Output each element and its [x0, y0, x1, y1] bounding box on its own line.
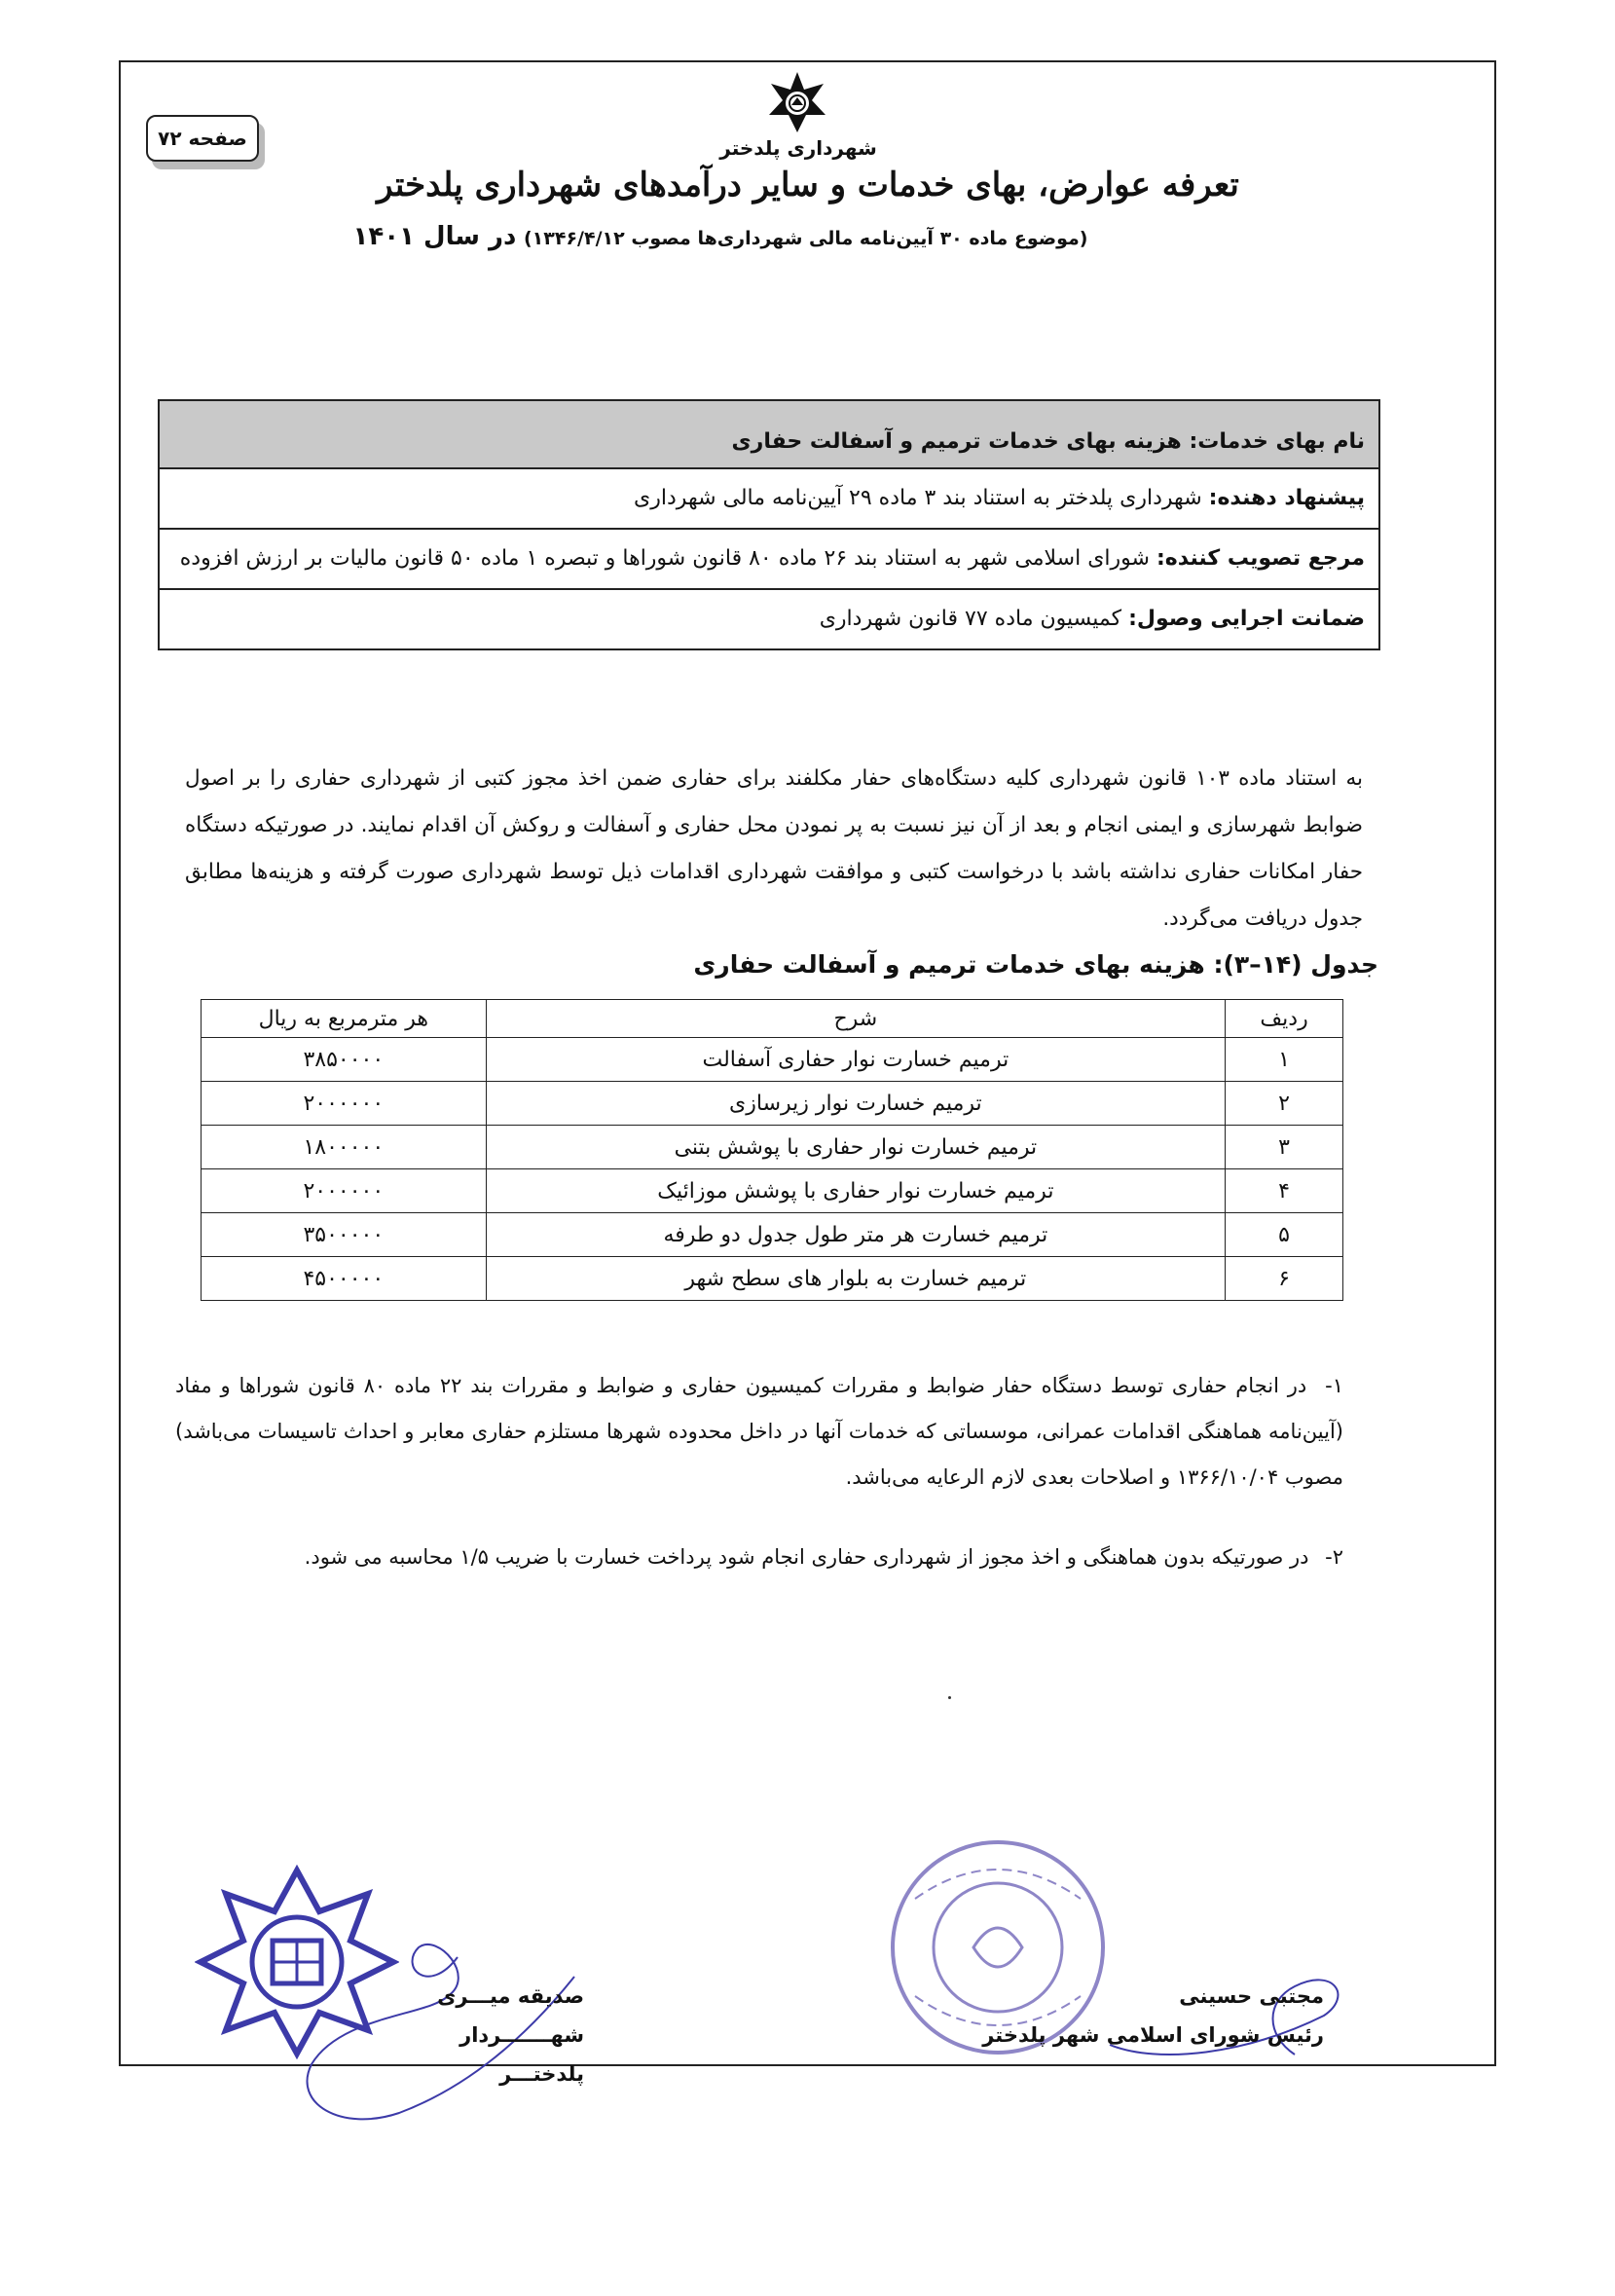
service-name-label: نام بهای خدمات:: [1189, 429, 1365, 454]
row-number: ۵: [1226, 1213, 1343, 1257]
table-row: [202, 1126, 1343, 1169]
service-name-value: هزینه بهای خدمات ترمیم و آسفالت حفاری: [731, 429, 1182, 454]
row-price: ۳۸۵۰۰۰۰: [202, 1038, 487, 1082]
council-signature-block: [973, 1977, 1324, 2055]
row-price: ۴۵۰۰۰۰۰: [202, 1257, 487, 1301]
municipality-emblem-icon: [765, 70, 829, 134]
row-description: ترمیم خسارت به بلوار های سطح شهر: [486, 1257, 1226, 1301]
mayor-signature-block: [370, 1977, 584, 2093]
row-description: ترمیم خسارت نوار زیرسازی: [486, 1082, 1226, 1126]
council-signer-name: مجتبی حسینی: [1179, 1984, 1324, 2008]
service-name-row: [160, 401, 1378, 467]
note-text: در صورتیکه بدون هماهنگی و اخذ مجوز از شهرداری حفاری انجام شود پرداخت خسارت با ضریب ۱/۵ محاسبه می شود.: [304, 1545, 1309, 1569]
stray-dot: [948, 1696, 951, 1699]
approver-row: [160, 528, 1378, 588]
row-price: ۲۰۰۰۰۰۰: [202, 1082, 487, 1126]
proposer-row: [160, 467, 1378, 528]
note-number: ۱-: [1325, 1374, 1343, 1397]
table-row: [202, 1213, 1343, 1257]
row-number: ۱: [1226, 1038, 1343, 1082]
row-number: ۳: [1226, 1126, 1343, 1169]
header-row-number: ردیف: [1226, 1000, 1343, 1038]
row-description: ترمیم خسارت هر متر طول جدول دو طرفه: [486, 1213, 1226, 1257]
proposer-label: پیشنهاد دهنده:: [1208, 486, 1365, 510]
note-2: [175, 1535, 1343, 1580]
document-title: تعرفه عوارض، بهای خدمات و سایر درآمدهای شهرداری پلدختر: [377, 166, 1239, 204]
subtitle-reference: (موضوع ماده ۳۰ آیین‌نامه مالی شهرداری‌ها مصوب ۱۳۴۶/۴/۱۲): [523, 228, 1088, 249]
row-price: ۳۵۰۰۰۰۰: [202, 1213, 487, 1257]
row-description: ترمیم خسارت نوار حفاری با پوشش موزائیک: [486, 1169, 1226, 1213]
approver-label: مرجع تصویب کننده:: [1156, 546, 1365, 571]
tariff-table: [201, 999, 1343, 1301]
note-text: در انجام حفاری توسط دستگاه حفار ضوابط و مقررات کمیسیون حفاری و ضوابط و مقررات بند ۲۲ ماده ۸۰ قانون شوراها و مفاد (آیین‌نامه هماهنگی اقدامات عمرانی، موسساتی که خدمات آنها در داخل محدوده شهرها مستلزم حفاری معابر و احداث تاسیسات می‌باشد) مصوب ۱۳۶۶/۱۰/۰۴ و اصلاحات بعدی لازم الرعایه می‌باشد.: [175, 1374, 1343, 1489]
note-number: ۲-: [1325, 1545, 1343, 1569]
guarantee-value: کمیسیون ماده ۷۷ قانون شهرداری: [819, 607, 1122, 631]
row-price: ۱۸۰۰۰۰۰: [202, 1126, 487, 1169]
header-price: هر مترمربع به ریال: [202, 1000, 487, 1038]
proposer-value: شهرداری پلدختر به استناد بند ۳ ماده ۲۹ آیین‌نامه مالی شهرداری: [634, 486, 1202, 510]
note-1: [175, 1363, 1343, 1500]
council-signer-title: رئیس شورای اسلامی شهر پلدختر: [982, 2023, 1324, 2047]
page-number-badge: صفحه ۷۲: [146, 115, 259, 162]
table-row: [202, 1169, 1343, 1213]
mayor-signer-name: صدیقه میـــری: [437, 1984, 584, 2008]
mayor-signer-title: شهـــــــردار پلدختـــر: [459, 2023, 584, 2086]
row-number: ۶: [1226, 1257, 1343, 1301]
table-row: [202, 1257, 1343, 1301]
municipality-name: شهرداری پلدختر: [719, 136, 877, 160]
guarantee-row: [160, 588, 1378, 648]
header-description: شرح: [486, 1000, 1226, 1038]
row-description: ترمیم خسارت نوار حفاری آسفالت: [486, 1038, 1226, 1082]
row-description: ترمیم خسارت نوار حفاری با پوشش بتنی: [486, 1126, 1226, 1169]
table-caption: جدول (۱۴–۳): هزینه بهای خدمات ترمیم و آسفالت حفاری: [693, 950, 1378, 979]
intro-paragraph: به استناد ماده ۱۰۳ قانون شهرداری کلیه دستگاه‌های حفار مکلفند برای حفاری ضمن اخذ مجوز کتبی از شهرداری حفاری را بر اصول ضوابط شهرسازی و ایمنی انجام و بعد از آن نیز نسبت به پر نمودن محل حفاری و آسفالت و روکش آن اقدام نمایند. در صورتیکه دستگاه حفار امکانات حفاری نداشته باشد با درخواست کتبی و موافقت شهرداری اقدامات ذیل توسط شهرداری صورت گرفته و هزینه‌ها مطابق جدول دریافت می‌گردد.: [185, 766, 1363, 931]
row-price: ۲۰۰۰۰۰۰: [202, 1169, 487, 1213]
subtitle-year: در سال ۱۴۰۱: [352, 222, 517, 251]
table-header-row: [202, 1000, 1343, 1038]
document-subtitle: [350, 222, 1090, 251]
table-row: [202, 1082, 1343, 1126]
guarantee-label: ضمانت اجرایی وصول:: [1128, 607, 1365, 631]
table-row: [202, 1038, 1343, 1082]
row-number: ۲: [1226, 1082, 1343, 1126]
row-number: ۴: [1226, 1169, 1343, 1213]
approver-value: شورای اسلامی شهر به استناد بند ۲۶ ماده ۸۰ قانون شوراها و تبصره ۱ ماده ۵۰ قانون مالیات بر ارزش افزوده: [179, 546, 1150, 571]
service-info-box: [158, 399, 1380, 650]
